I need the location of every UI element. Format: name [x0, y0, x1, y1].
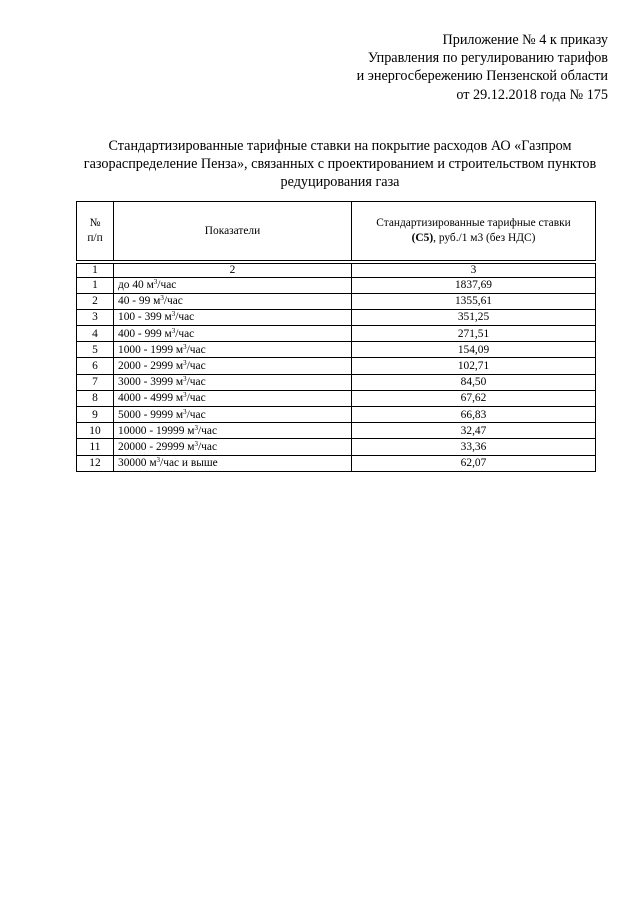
capacity-range-value: 2000 - 2999 — [118, 360, 176, 373]
row-number: 3 — [77, 309, 114, 325]
row-capacity-range — [114, 423, 352, 439]
row-tariff-rate: 1355,61 — [352, 293, 596, 309]
row-number: 4 — [77, 326, 114, 342]
row-capacity-range — [114, 439, 352, 455]
unit-base: м — [164, 327, 172, 340]
row-tariff-rate: 1837,69 — [352, 277, 596, 293]
row-capacity-range — [114, 374, 352, 390]
row-number: 8 — [77, 390, 114, 406]
capacity-range-value: 5000 - 9999 — [118, 408, 176, 421]
unit-power: 3 — [153, 278, 158, 287]
unit-per-hour: /час — [186, 343, 206, 356]
table-row — [77, 374, 596, 390]
row-capacity-range — [114, 407, 352, 423]
row-number: 2 — [77, 293, 114, 309]
column-number: 1 — [77, 262, 114, 277]
unit-power: 3 — [171, 326, 176, 335]
row-number: 9 — [77, 407, 114, 423]
unit-power: 3 — [183, 391, 187, 400]
capacity-range-value: 30000 — [118, 457, 150, 470]
row-tariff-rate: 33,36 — [352, 439, 596, 455]
header-rate-code: (С5) — [411, 232, 434, 244]
appendix-line: Управления по регулированию тарифов — [367, 50, 608, 67]
title-line: редуцирования газа — [280, 174, 400, 191]
header-rate — [352, 202, 596, 263]
title-line: газораспределение Пенза», связанных с проектированием и строительством пунктов — [83, 156, 597, 173]
table-row — [77, 277, 596, 293]
unit-base: м — [175, 392, 184, 405]
unit-base: м — [175, 408, 184, 421]
row-tariff-rate: 62,07 — [352, 455, 596, 471]
unit-power: 3 — [194, 423, 199, 432]
table-row — [77, 342, 596, 358]
header-number — [77, 202, 114, 263]
appendix-line: Приложение № 4 к приказу — [442, 32, 608, 48]
row-tariff-rate: 66,83 — [352, 407, 596, 423]
unit-power: 3 — [160, 294, 164, 303]
unit-base: м — [187, 440, 195, 453]
row-number: 1 — [77, 277, 114, 293]
row-number: 7 — [77, 374, 114, 390]
row-capacity-range — [114, 309, 352, 325]
row-number: 5 — [77, 342, 114, 358]
row-capacity-range — [114, 390, 352, 406]
appendix-date-line: от 29.12.2018 года № 175 — [456, 86, 608, 103]
appendix-block — [188, 31, 608, 104]
unit-base: м — [175, 343, 184, 356]
unit-base: м — [175, 360, 184, 373]
row-tariff-rate: 67,62 — [352, 390, 596, 406]
row-tariff-rate: 32,47 — [352, 423, 596, 439]
unit-base: м — [146, 279, 154, 292]
table-row — [77, 439, 596, 455]
table-row — [77, 390, 596, 406]
row-capacity-range — [114, 455, 352, 471]
unit-per-hour: /час — [186, 392, 206, 405]
row-capacity-range — [114, 358, 352, 374]
unit-power: 3 — [194, 439, 199, 448]
unit-per-hour: /час — [198, 424, 218, 437]
row-tariff-rate: 351,25 — [352, 309, 596, 325]
table-row — [77, 293, 596, 309]
column-number: 2 — [114, 262, 352, 277]
unit-power: 3 — [183, 359, 187, 368]
header-number-abbr: п/п — [87, 232, 103, 244]
row-tariff-rate: 154,09 — [352, 342, 596, 358]
tariff-table — [76, 201, 596, 472]
document-title — [60, 137, 620, 192]
capacity-range-value: 100 - 399 — [118, 311, 165, 324]
capacity-range-value: 20000 - 29999 — [118, 440, 188, 453]
table-row — [77, 455, 596, 471]
unit-per-hour: /час — [186, 376, 206, 389]
unit-per-hour: /час и выше — [160, 457, 218, 470]
unit-base: м — [149, 457, 157, 470]
unit-per-hour: /час — [163, 295, 183, 308]
unit-base: м — [153, 295, 161, 308]
unit-base: м — [187, 424, 195, 437]
capacity-range-value: до 40 — [118, 279, 147, 292]
header-rate-unit: , руб./1 м3 (без НДС) — [433, 232, 536, 244]
row-capacity-range — [114, 293, 352, 309]
row-number: 10 — [77, 423, 114, 439]
row-tariff-rate: 102,71 — [352, 358, 596, 374]
capacity-range-value: 3000 - 3999 — [118, 376, 176, 389]
unit-power: 3 — [156, 456, 161, 465]
row-tariff-rate: 84,50 — [352, 374, 596, 390]
header-indicator: Показатели — [114, 202, 352, 263]
unit-power: 3 — [183, 375, 187, 384]
unit-power: 3 — [183, 407, 187, 416]
header-rate-line1: Стандартизированные тарифные ставки — [376, 217, 571, 229]
row-capacity-range — [114, 326, 352, 342]
row-tariff-rate: 271,51 — [352, 326, 596, 342]
table-row — [77, 358, 596, 374]
capacity-range-value: 40 - 99 — [118, 295, 154, 308]
table-row — [77, 423, 596, 439]
unit-base: м — [164, 311, 172, 324]
capacity-range-value: 1000 - 1999 — [118, 343, 176, 356]
header-number-sign: № — [89, 217, 101, 229]
unit-per-hour: /час — [186, 360, 206, 373]
row-number: 6 — [77, 358, 114, 374]
column-number-row — [77, 262, 596, 277]
unit-per-hour: /час — [157, 279, 177, 292]
table-header-row — [77, 202, 596, 263]
table-body — [77, 262, 596, 471]
row-capacity-range — [114, 342, 352, 358]
unit-power: 3 — [171, 310, 176, 319]
capacity-range-value: 4000 - 4999 — [118, 392, 176, 405]
capacity-range-value: 10000 - 19999 — [118, 424, 188, 437]
row-number: 11 — [77, 439, 114, 455]
table-row — [77, 309, 596, 325]
row-capacity-range — [114, 277, 352, 293]
table-row — [77, 407, 596, 423]
unit-base: м — [175, 376, 184, 389]
capacity-range-value: 400 - 999 — [118, 327, 165, 340]
unit-per-hour: /час — [175, 311, 195, 324]
table-row — [77, 326, 596, 342]
title-line: Стандартизированные тарифные ставки на покрытие расходов АО «Газпром — [108, 138, 572, 154]
column-number: 3 — [352, 262, 596, 277]
unit-per-hour: /час — [186, 408, 206, 421]
unit-per-hour: /час — [198, 440, 218, 453]
unit-power: 3 — [183, 342, 187, 351]
appendix-line: и энергосбережению Пензенской области — [356, 68, 608, 85]
row-number: 12 — [77, 455, 114, 471]
unit-per-hour: /час — [175, 327, 195, 340]
